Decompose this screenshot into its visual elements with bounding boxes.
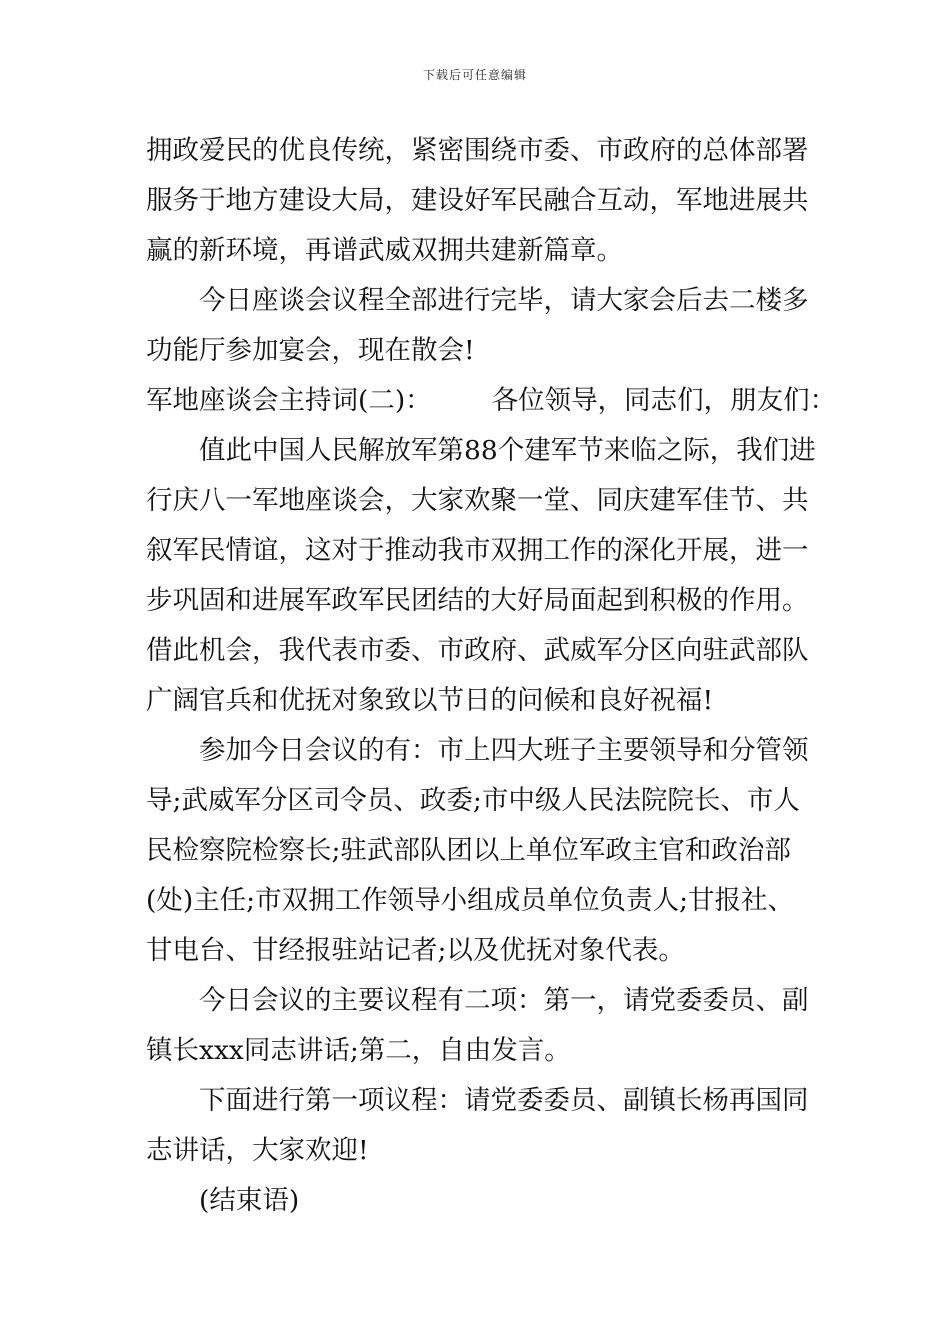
text-line: 今日座谈会议程全部进行完毕，请大家会后去二楼多 [199, 285, 809, 316]
text-line: (结束语) [199, 1185, 300, 1216]
text-line: 下面进行第一项议程：请党委委员、副镇长杨再国同 [199, 1085, 809, 1116]
text-line: 志讲话，大家欢迎! [146, 1135, 369, 1166]
text-line: 功能厅参加宴会，现在散会! [146, 335, 475, 366]
text-line: 叙军民情谊，这对于推动我市双拥工作的深化开展，进一 [146, 535, 809, 566]
page-header-note: 下载后可任意编辑 [422, 68, 527, 82]
document-body [146, 126, 837, 1226]
text-line: (处)主任;市双拥工作领导小组成员单位负责人;甘报社、 [146, 885, 795, 916]
text-line: 借此机会，我代表市委、市政府、武威军分区向驻武部队 [146, 635, 809, 666]
section-title: 军地座谈会主持词(二)： [146, 385, 432, 416]
text-line: 甘电台、甘经报驻站记者;以及优抚对象代表。 [146, 935, 685, 966]
text-line: 镇长xxx同志讲话;第二，自由发言。 [146, 1035, 571, 1066]
section-title-line [146, 376, 837, 426]
text-line: 民检察院检察长;驻武部队团以上单位军政主官和政治部 [146, 835, 791, 866]
salutation: 各位领导，同志们，朋友们： [491, 385, 837, 416]
text-line: 参加今日会议的有：市上四大班子主要领导和分管领 [199, 735, 809, 766]
text-line: 值此中国人民解放军第88个建军节来临之际，我们进 [199, 435, 816, 466]
text-line: 步巩固和进展军政军民团结的大好局面起到积极的作用。 [146, 585, 809, 616]
text-line: 赢的新环境，再谱武威双拥共建新篇章。 [146, 235, 623, 266]
text-line: 今日会议的主要议程有二项：第一，请党委委员、副 [199, 985, 809, 1016]
text-line: 导;武威军分区司令员、政委;市中级人民法院院长、市人 [146, 785, 800, 816]
text-line: 服务于地方建设大局，建设好军民融合互动，军地进展共 [146, 185, 809, 216]
text-line: 广阔官兵和优抚对象致以节日的问候和良好祝福! [146, 685, 714, 716]
text-line: 行庆八一军地座谈会，大家欢聚一堂、同庆建军佳节、共 [146, 485, 809, 516]
text-line: 拥政爱民的优良传统，紧密围绕市委、市政府的总体部署 [146, 135, 809, 166]
